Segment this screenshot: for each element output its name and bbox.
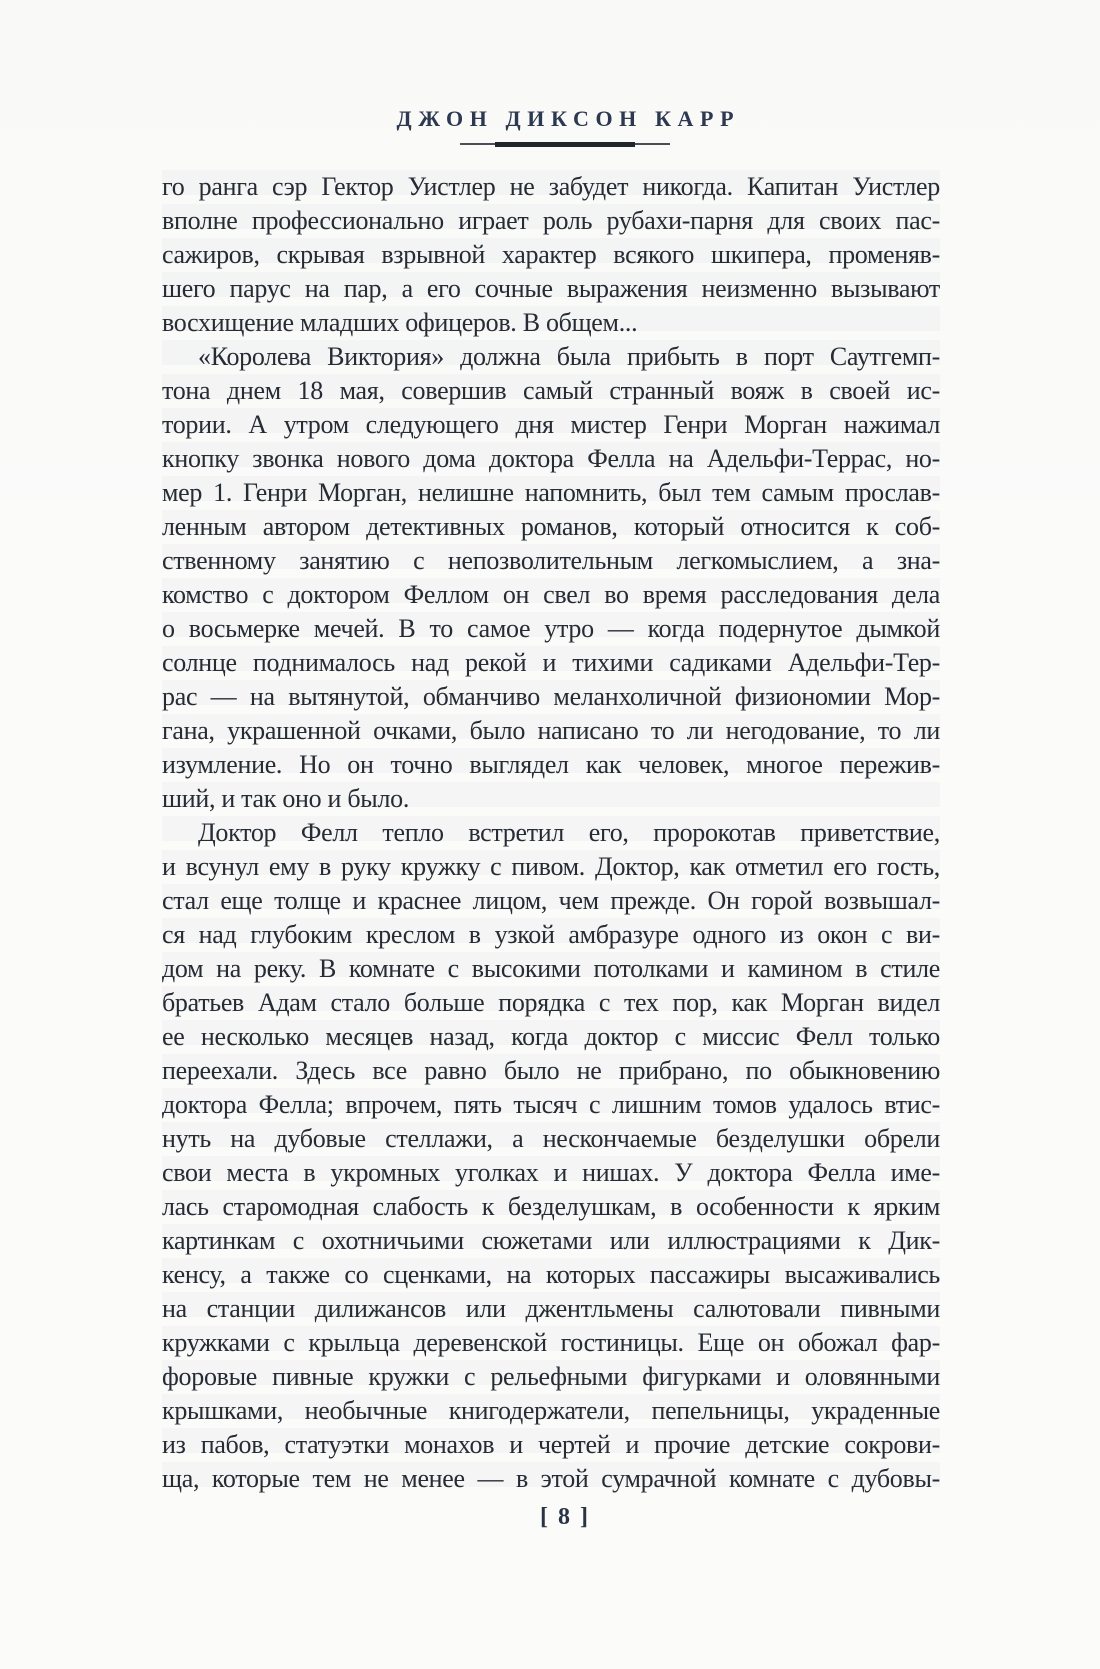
text-line: Доктор Фелл тепло встретил его, пророкотав приветствие,	[198, 818, 940, 847]
text-line: кнопку звонка нового дома доктора Фелла на Адельфи-Террас, но-	[162, 444, 940, 473]
text-line: восхищение младших офицеров. В общем...	[162, 308, 638, 337]
paragraph	[162, 816, 940, 1496]
text-line: го ранга сэр Гектор Уистлер не забудет никогда. Капитан Уистлер	[162, 172, 940, 201]
page-number: [ 8 ]	[540, 1504, 590, 1530]
text-line: и всунул ему в руку кружку с пивом. Доктор, как отметил его гость,	[162, 852, 940, 881]
text-line: стал еще толще и краснее лицом, чем прежде. Он горой возвышал-	[162, 886, 940, 915]
divider-thin-right	[635, 143, 670, 145]
paragraph	[162, 340, 940, 816]
text-line: кенсу, а также со сценками, на которых пассажиры высаживались	[162, 1260, 940, 1289]
text-line: ственному занятию с непозволительным легкомыслием, а зна-	[162, 546, 940, 575]
text-line: вполне профессионально играет роль рубахи-парня для своих пас-	[162, 206, 940, 235]
text-line: ся над глубоким креслом в узкой амбразуре одного из окон с ви-	[162, 920, 940, 949]
text-line: мер 1. Генри Морган, нелишне напомнить, был тем самым прослав-	[162, 478, 940, 507]
text-line: братьев Адам стало больше порядка с тех пор, как Морган видел	[162, 988, 940, 1017]
text-line: ее несколько месяцев назад, когда доктор с миссис Фелл только	[162, 1022, 940, 1051]
running-header	[170, 106, 960, 147]
text-line: свои места в укромных уголках и нишах. У доктора Фелла име-	[162, 1158, 940, 1187]
page-text	[162, 170, 940, 1496]
text-line: тона днем 18 мая, совершив самый странный вояж в своей ис-	[162, 376, 940, 405]
text-line: «Королева Виктория» должна была прибыть в порт Саутгемп-	[198, 342, 940, 371]
text-line: доктора Фелла; впрочем, пять тысяч с лишним томов удалось втис-	[162, 1090, 940, 1119]
text-line: гана, украшенной очками, было написано то ли негодование, то ли	[162, 716, 940, 745]
text-line: рас — на вытянутой, обманчиво меланхоличной физиономии Мор-	[162, 682, 940, 711]
text-line: ленным автором детективных романов, который относится к соб-	[162, 512, 940, 541]
author-name: ДЖОН ДИКСОН КАРР	[396, 106, 741, 131]
text-line: крышками, необычные книгодержатели, пепельницы, украденные	[162, 1396, 940, 1425]
text-line: форовые пивные кружки с рельефными фигурками и оловянными	[162, 1362, 940, 1391]
text-line: ща, которые тем не менее — в этой сумрачной комнате с дубовы-	[162, 1464, 940, 1493]
text-line: о восьмерке мечей. В то самое утро — когда подернутое дымкой	[162, 614, 940, 643]
paragraph	[162, 170, 940, 340]
text-line: из пабов, статуэтки монахов и чертей и прочие детские сокрови-	[162, 1430, 940, 1459]
text-line: лась старомодная слабость к безделушкам, в особенности к ярким	[162, 1192, 940, 1221]
text-line: изумление. Но он точно выглядел как человек, многое пережив-	[162, 750, 940, 779]
text-line: картинкам с охотничьими сюжетами или иллюстрациями к Дик-	[162, 1226, 940, 1255]
text-line: переехали. Здесь все равно было не прибрано, по обыкновению	[162, 1056, 940, 1085]
text-line: шего парус на пар, а его сочные выражения неизменно вызывают	[162, 274, 940, 303]
text-line: дом на реку. В комнате с высокими потолками и камином в стиле	[162, 954, 940, 983]
text-line: ший, и так оно и было.	[162, 784, 410, 813]
text-line: комство с доктором Феллом он свел во время расследования дела	[162, 580, 940, 609]
text-line: на станции дилижансов или джентльмены салютовали пивными	[162, 1294, 940, 1323]
text-line: нуть на дубовые стеллажи, а нескончаемые безделушки обрели	[162, 1124, 940, 1153]
text-line: кружками с крыльца деревенской гостиницы. Еще он обожал фар-	[162, 1328, 940, 1357]
divider-thin-left	[460, 143, 495, 145]
text-line: солнце поднималось над рекой и тихими садиками Адельфи-Тер-	[162, 648, 940, 677]
divider-thick-center	[495, 142, 635, 147]
text-line: сажиров, скрывая взрывной характер всякого шкипера, променяв-	[162, 240, 940, 269]
header-divider-ornament	[460, 141, 670, 147]
text-line: тории. А утром следующего дня мистер Генри Морган нажимал	[162, 410, 940, 439]
